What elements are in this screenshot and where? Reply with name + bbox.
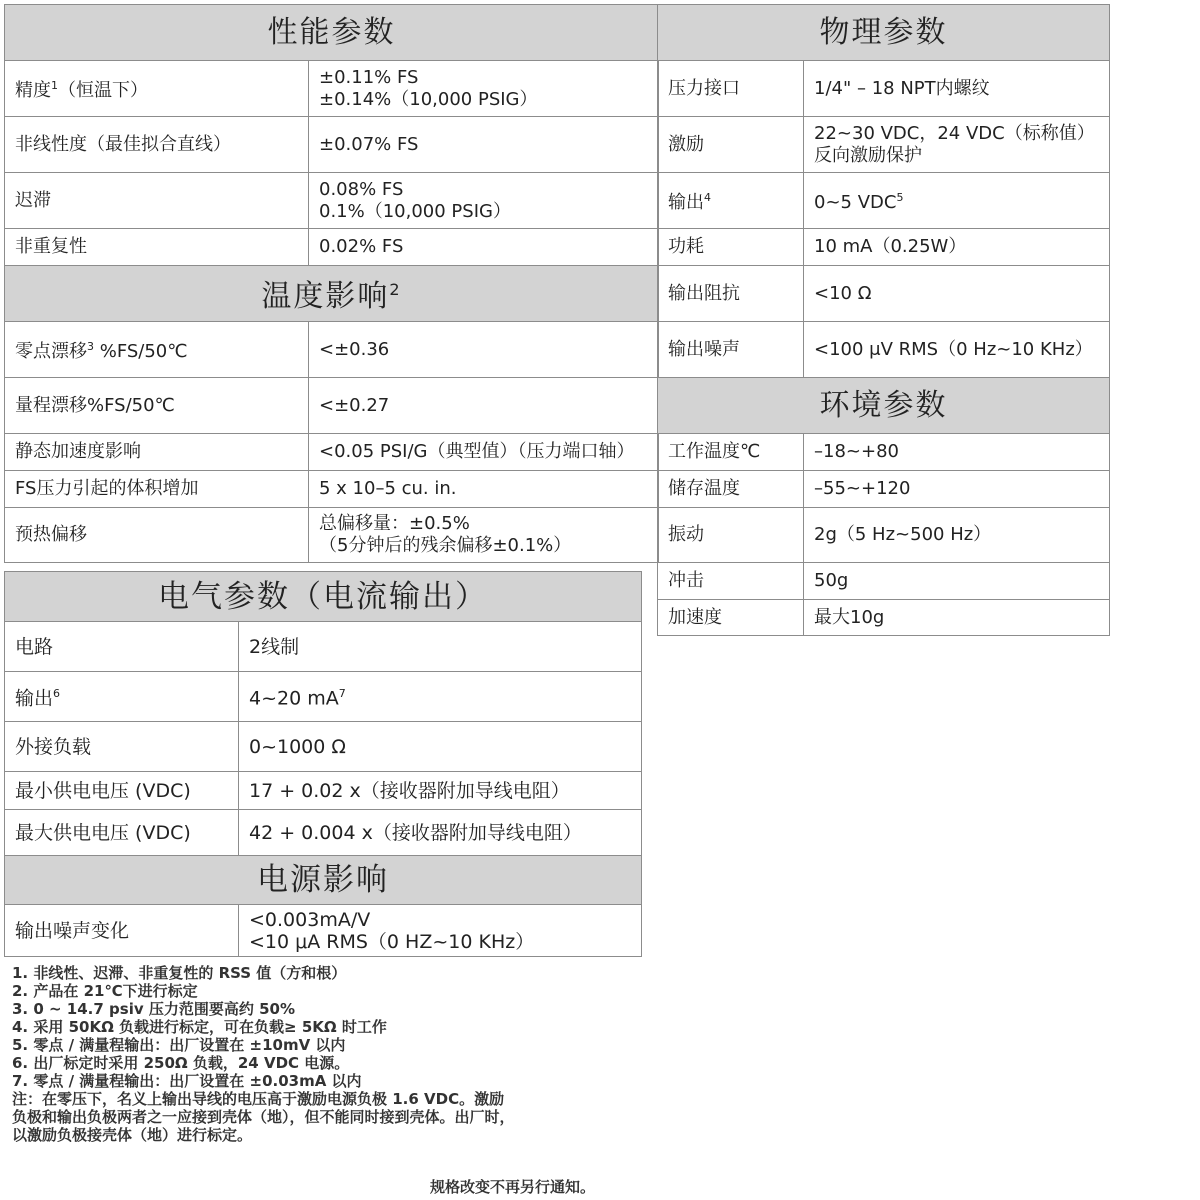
- footnote: 5. 零点 / 满量程输出：出厂设置在 ±10mV 以内: [12, 1036, 346, 1054]
- footnote: 6. 出厂标定时采用 250Ω 负载，24 VDC 电源。: [12, 1054, 350, 1072]
- electrical-heading: 电气参数（电流输出）: [5, 572, 642, 622]
- table-row: [5, 61, 659, 117]
- table-row: [5, 173, 659, 229]
- table-row: [5, 905, 642, 957]
- row-value: 42 + 0.004 x（接收器附加导线电阻）: [239, 810, 642, 856]
- row-value: 22~30 VDC，24 VDC（标称值） 反向激励保护: [804, 117, 1110, 173]
- table-row: [5, 471, 659, 508]
- row-value: 总偏移量：±0.5% （5分钟后的残余偏移±0.1%）: [309, 508, 659, 563]
- table-row: [5, 322, 659, 378]
- row-label: 量程漂移%FS/50℃: [5, 378, 309, 434]
- table-row: [5, 772, 642, 810]
- row-value: <100 μV RMS（0 Hz~10 KHz）: [804, 322, 1110, 378]
- table-row: [658, 600, 1110, 636]
- table-row: [658, 471, 1110, 508]
- row-label: 振动: [658, 508, 804, 563]
- row-label: 预热偏移: [5, 508, 309, 563]
- row-value: 5 x 10–5 cu. in.: [309, 471, 659, 508]
- footer-note: 规格改变不再另行通知。: [430, 1178, 596, 1196]
- row-value: 17 + 0.02 x（接收器附加导线电阻）: [239, 772, 642, 810]
- row-label: 冲击: [658, 563, 804, 600]
- row-value: <±0.36: [309, 322, 659, 378]
- row-label: 输出噪声变化: [5, 905, 239, 957]
- table-row: [5, 672, 642, 722]
- table-row: [658, 508, 1110, 563]
- row-label: 压力接口: [658, 61, 804, 117]
- footnote: 以激励负极接壳体（地）进行标定。: [12, 1126, 253, 1144]
- table-row: [658, 229, 1110, 266]
- physical-heading: 物理参数: [658, 5, 1110, 61]
- row-label: 最小供电电压 (VDC): [5, 772, 239, 810]
- row-value: 1/4" – 18 NPT内螺纹: [804, 61, 1110, 117]
- row-label: 零点漂移$^3$ %FS/50℃: [5, 322, 309, 378]
- row-value: –18~+80: [804, 434, 1110, 471]
- row-value: 最大10g: [804, 600, 1110, 636]
- table-row: [658, 173, 1110, 229]
- footnote: 2. 产品在 21℃下进行标定: [12, 982, 198, 1000]
- row-label: 外接负载: [5, 722, 239, 772]
- row-label: 最大供电电压 (VDC): [5, 810, 239, 856]
- row-value: ±0.11% FS ±0.14%（10,000 PSIG）: [309, 61, 659, 117]
- table-row: [5, 229, 659, 266]
- footnote: 7. 零点 / 满量程输出：出厂设置在 ±0.03mA 以内: [12, 1072, 362, 1090]
- electrical-spec-table: [4, 571, 642, 957]
- table-row: [658, 434, 1110, 471]
- row-value: <0.003mA/V <10 μA RMS（0 HZ~10 KHz）: [239, 905, 642, 957]
- row-value: 0.02% FS: [309, 229, 659, 266]
- table-row: [5, 378, 659, 434]
- row-value: 2g（5 Hz~500 Hz）: [804, 508, 1110, 563]
- row-label: 非重复性: [5, 229, 309, 266]
- footnotes: [12, 964, 515, 1144]
- table-row: [658, 322, 1110, 378]
- row-value: ±0.07% FS: [309, 117, 659, 173]
- row-value: <±0.27: [309, 378, 659, 434]
- footnote: 4. 采用 50KΩ 负载进行标定，可在负载≥ 5KΩ 时工作: [12, 1018, 387, 1036]
- row-value: 0.08% FS 0.1%（10,000 PSIG）: [309, 173, 659, 229]
- row-value: <0.05 PSI/G（典型值）（压力端口轴）: [309, 434, 659, 471]
- row-label: 迟滞: [5, 173, 309, 229]
- row-label: 工作温度℃: [658, 434, 804, 471]
- row-value: 50g: [804, 563, 1110, 600]
- row-value: 4~20 $mA^7$: [239, 672, 642, 722]
- row-label: 输出$^4$: [658, 173, 804, 229]
- temperature-heading: 温度影响$^2$: [5, 266, 659, 322]
- table-row: [658, 117, 1110, 173]
- environment-heading: 环境参数: [658, 378, 1110, 434]
- physical-spec-table: [657, 4, 1110, 636]
- row-label: FS压力引起的体积增加: [5, 471, 309, 508]
- row-label: 输出阻抗: [658, 266, 804, 322]
- row-label: 储存温度: [658, 471, 804, 508]
- table-row: [5, 722, 642, 772]
- footnote: 负极和输出负极两者之一应接到壳体（地），但不能同时接到壳体。出厂时，: [12, 1108, 515, 1126]
- row-label: 输出噪声: [658, 322, 804, 378]
- performance-heading: 性能参数: [5, 5, 659, 61]
- row-label: 精度$^1$（恒温下）: [5, 61, 309, 117]
- row-label: 输出$^6$: [5, 672, 239, 722]
- row-value: 0~5 VDC$^5$: [804, 173, 1110, 229]
- table-row: [5, 810, 642, 856]
- table-row: [5, 622, 642, 672]
- table-row: [658, 563, 1110, 600]
- footnote: 1. 非线性、迟滞、非重复性的 RSS 值（方和根）: [12, 964, 347, 982]
- table-row: [5, 434, 659, 471]
- table-row: [5, 117, 659, 173]
- power-effect-heading: 电源影响: [5, 856, 642, 905]
- row-label: 非线性度（最佳拟合直线）: [5, 117, 309, 173]
- table-row: [658, 61, 1110, 117]
- row-label: 加速度: [658, 600, 804, 636]
- performance-spec-table: [4, 4, 659, 563]
- row-value: 2线制: [239, 622, 642, 672]
- footnote: 注：在零压下，名义上输出导线的电压高于激励电源负极 1.6 VDC。激励: [12, 1090, 505, 1108]
- row-label: 激励: [658, 117, 804, 173]
- row-value: 10 mA（0.25W）: [804, 229, 1110, 266]
- row-value: 0~1000 Ω: [239, 722, 642, 772]
- table-row: [658, 266, 1110, 322]
- row-value: –55~+120: [804, 471, 1110, 508]
- row-value: <10 Ω: [804, 266, 1110, 322]
- footnote: 3. 0 ~ 14.7 psiv 压力范围要高约 50%: [12, 1000, 295, 1018]
- row-label: 功耗: [658, 229, 804, 266]
- row-label: 电路: [5, 622, 239, 672]
- table-row: [5, 508, 659, 563]
- row-label: 静态加速度影响: [5, 434, 309, 471]
